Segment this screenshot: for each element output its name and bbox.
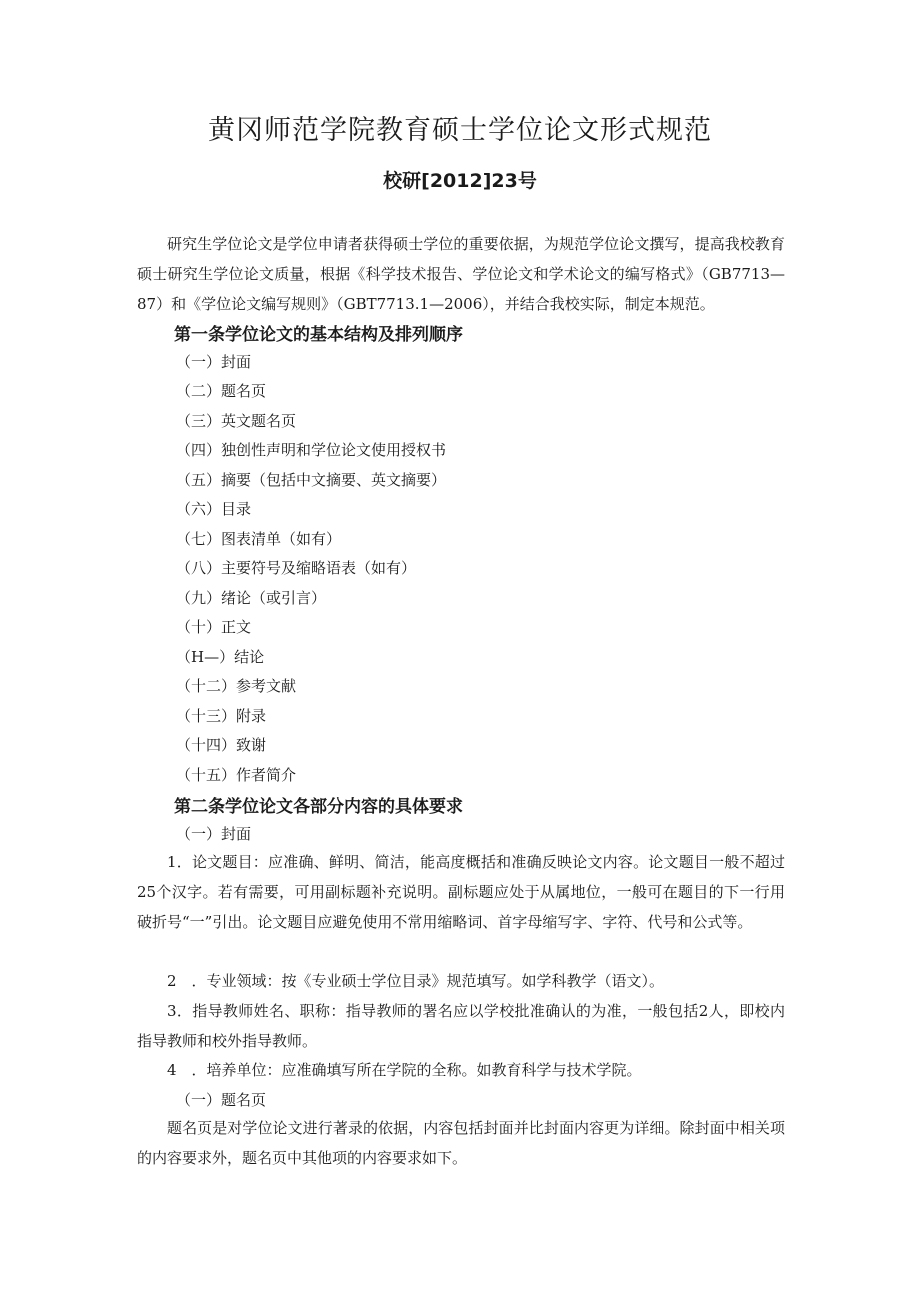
- title-page-paragraph: 题名页是对学位论文进行著录的依据，内容包括封面并比封面内容更为详细。除封面中相关项的内容要求外，题名页中其他项的内容要求如下。: [137, 1119, 785, 1167]
- structure-item: （五）摘要（包括中文摘要、英文摘要）: [176, 471, 447, 489]
- structure-item: （六）目录: [176, 500, 252, 518]
- structure-item: （九）绪论（或引言）: [176, 589, 327, 607]
- requirement-paragraph: 1．论文题目：应准确、鲜明、简洁，能高度概括和准确反映论文内容。论文题目一般不超过25个汉字。若有需要，可用副标题补充说明。副标题应处于从属地位，一般可在题目的下一行用破折号“一”引出。论文题目应避免使用不常用缩略词、首字母缩写字、字符、代号和公式等。: [137, 853, 785, 931]
- structure-item: （十二）参考文献: [176, 677, 297, 695]
- structure-item: （三）英文题名页: [176, 412, 297, 430]
- structure-item: （二）题名页: [176, 382, 267, 400]
- section-subheading: （一）题名页: [176, 1091, 267, 1109]
- structure-item: （H—）结论: [176, 648, 265, 666]
- structure-item: （一）封面: [176, 353, 252, 371]
- section-subheading: （一）封面: [176, 825, 252, 843]
- document-number: 校研[2012]23号: [383, 170, 537, 192]
- structure-item: （四）独创性声明和学位论文使用授权书: [176, 441, 447, 459]
- structure-item: （八）主要符号及缩略语表（如有）: [176, 559, 417, 577]
- requirement-paragraph: 3．指导教师姓名、职称：指导教师的署名应以学校批准确认的为准，一般包括2人，即校内指导教师和校外指导教师。: [137, 1002, 785, 1050]
- article1-heading: 第一条学位论文的基本结构及排列顺序: [174, 325, 463, 345]
- structure-item: （十）正文: [176, 618, 252, 636]
- intro-paragraph: 研究生学位论文是学位申请者获得硕士学位的重要依据，为规范学位论文撰写，提高我校教育硕士研究生学位论文质量，根据《科学技术报告、学位论文和学术论文的编写格式》（GB7713—87）和《学位论文编写规则》（GBT7713.1—2006），并结合我校实际，制定本规范。: [137, 235, 785, 313]
- structure-item: （七）图表清单（如有）: [176, 530, 342, 548]
- structure-item: （十四）致谢: [176, 736, 267, 754]
- structure-item: （十五）作者简介: [176, 766, 297, 784]
- structure-item: （十三）附录: [176, 707, 267, 725]
- requirement-paragraph: 4 ．培养单位：应准确填写所在学院的全称。如教育科学与技术学院。: [167, 1061, 642, 1079]
- requirement-paragraph: 2 ．专业领域：按《专业硕士学位目录》规范填写。如学科教学（语文）。: [167, 972, 665, 990]
- document-title: 黄冈师范学院教育硕士学位论文形式规范: [208, 115, 712, 146]
- article2-heading: 第二条学位论文各部分内容的具体要求: [174, 797, 463, 817]
